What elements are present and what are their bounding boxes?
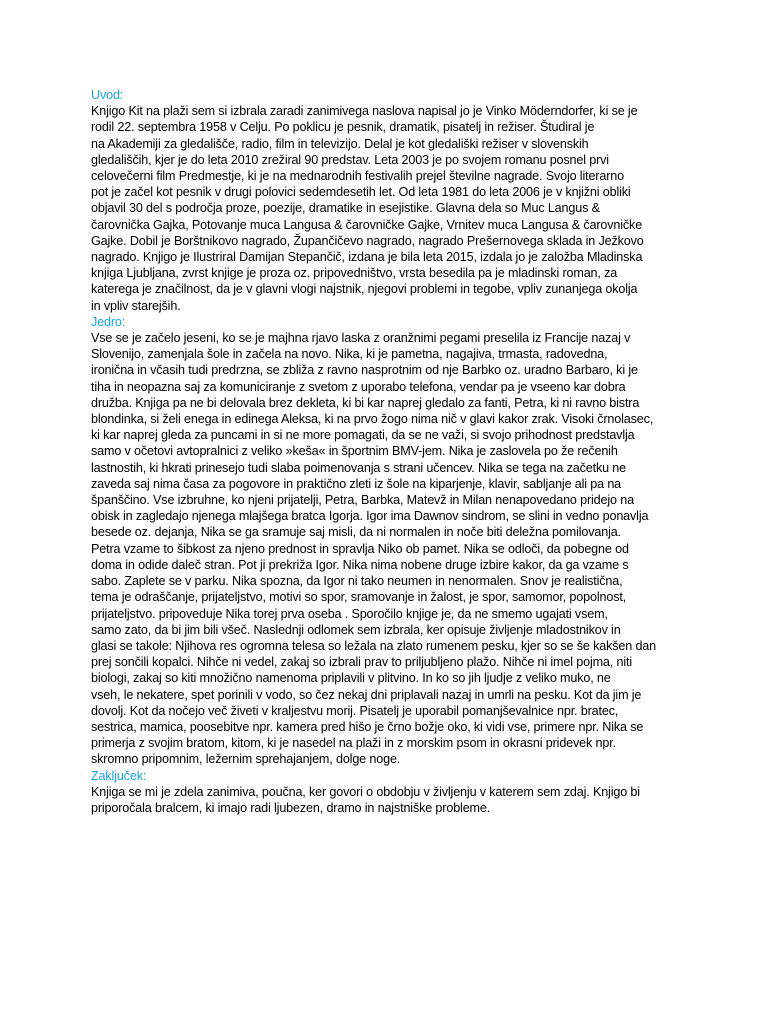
section-heading-uvod: Uvod: — [91, 88, 124, 102]
section-text-jedro: Vse se je začelo jeseni, ko se je majhna rjavo laska z oranžnimi pegami preselila iz Francije nazaj v Slovenijo, zamenjala šole in začela na novo. Nika, ki je pametna, nagajiva, trmasta, radovedna, ironična in včasih tudi predrzna, se zbliža z ravno nasprotnim od nje Barbko oz. uradno Barbaro, ki je tiha in neopazna saj za komuniciranje z svetom z uporabo telefona, vendar pa je vseeno kar dobra družba. Knjiga pa ne bi delovala brez dekleta, ki bi kar naprej gledalo za fanti, Petra, ki ni ravno bistra blondinka, si želi enega in edinega Aleksa, ki na prvo žogo nima nič v glavi kakor zrak. Visoki črnolasec, ki kar naprej gleda za puncami in si ne more pomagati, da se ne važi, si svojo prihodnost predstavlja samo v očetovi avtopralnici z veliko »keša« in športnim BMV-jem. Nika je zaslovela po že rečenih lastnostih, ki hkrati prinesejo tudi slaba poimenovanja s strani učencev. Nika se tega na začetku ne zaveda saj nima časa za pogovore in praktično zleti iz šole na kiparjenje, klavir, sabljanje ali pa na španščino. Vse izbruhne, ko njeni prijatelji, Petra, Barbka, Matevž in Milan nenapovedano pridejo na obisk in zagledajo njenega mlajšega bratca Igorja. Igor ima Dawnov sindrom, se slini in vedno ponavlja besede oz. dejanja, Nika se ga sramuje saj misli, da ni normalen in noče biti deležna pomilovanja. Petra vzame to šibkost za njeno prednost in spravlja Niko ob pamet. Nika se odloči, da pobegne od doma in odide daleč stran. Pot ji prekriža Igor. Nika nima nobene druge izbire kakor, da ga vzame s sabo. Zaplete se v parku. Nika spozna, da Igor ni tako neumen in nenormalen. Snov je realistična, tema je odraščanje, prijateljstvo, motivi so spor, sramovanje in žalost, je spor, samomor, popolnost, prijateljstvo. pripoveduje Nika torej prva oseba . Sporočilo knjige je, da ne smemo ugajati vsem, samo zato, da bi jim bili všeč. Naslednji odlomek sem izbrala, ker opisuje življenje mladostnikov in glasi se takole: Njihova res ogromna telesa so ležala na zlato rumenem pesku, kjer so se še kakšen dan prej sončili kopalci. Nihče ni vedel, zakaj so izbrali prav to priljubljeno plažo. Nihče ni imel pojma, niti biologi, zakaj so kiti množično namenoma priplavili v plitvino. In ko so jih ljudje z veliko muko, ne vseh, le nekatere, spet porinili v vodo, so čez nekaj dni priplavali nazaj in umrli na pesku. Kot da jim je dovolj. Kot da nočejo več živeti v kraljestvu morij. Pisatelj je uporabil pomanjševalnice npr. bratec, sestrica, mamica, poosebitve npr. kamera pred hišo je črno božje oko, ki vidi vse, primere npr. Nika se primerja z svojim bratom, kitom, ki je nasedel na plaži in z morskim psom in okrasni pridevek npr. skromno pripomnim, ležernim sprehajanjem, dolge noge. — [91, 331, 657, 767]
section-text-zakljucek: Knjiga se mi je zdela zanimiva, poučna, ker govori o obdobju v življenju v katerem sem zdaj. Knjigo bi priporočala bralcem, ki imajo radi ljubezen, dramo in najstniške probleme. — [91, 784, 640, 815]
section-heading-jedro: Jedro: — [91, 314, 126, 329]
section-text-uvod: Knjigo Kit na plaži sem si izbrala zaradi zanimivega naslova napisal jo je Vinko Möderndorfer, ki se je rodil 22. septembra 1958 v Celju. Po poklicu je pesnik, dramatik, pisatelj in režiser. Študiral je na Akademiji za gledališče, radio, film in televizijo. Delal je kot gledališki režiser v slovenskih gledališčih, kjer je do leta 2010 zrežiral 90 predstav. Leta 2003 je po svojem romanu posnel prvi celovečerni film Predmestje, ki je na mednarodnih festivalih prejel številne nagrade. Svojo literarno pot je začel kot pesnik v drugi polovici sedemdesetih let. Od leta 1981 do leta 2006 je v knjižni obliki objavil 30 del s področja proze, poezije, dramatike in esejistike. Glavna dela so Muc Langus & čarovnička Gajka, Potovanje muca Langusa & čarovničke Gajke, Vrnitev muca Langusa & čarovničke Gajke. Dobil je Borštnikovo nagrado, Župančičevo nagrado, nagrado Prešernovega sklada in Ježkovo nagrado. Knjigo je Ilustriral Damijan Stepančič, izdana je bila leta 2015, izdala jo je založba Mladinska knjiga Ljubljana, zvrst knjige je proza oz. pripovedništvo, vrsta besedila pa je mladinski roman, za katerega je značilnost, da je v glavni vlogi najstnik, njegovi problemi in tegobe, vpliv zunanjega okolja in vpliv starejših. — [91, 104, 644, 313]
document-page — [91, 87, 681, 816]
section-heading-zakljucek: Zaključek: — [91, 768, 147, 783]
